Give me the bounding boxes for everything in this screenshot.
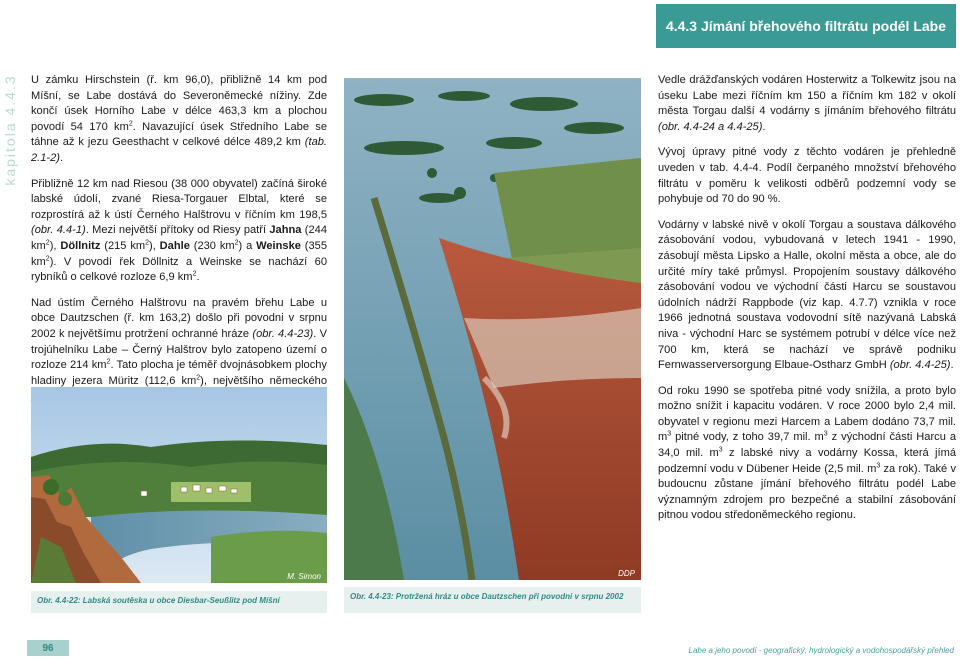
page-number: 96 [27, 640, 69, 656]
left-paragraph-2: Přibližně 12 km nad Riesou (38 000 obyvatel) začíná široké labské údolí, zvané Riesa-Torgauer Elbtal, které se rozprostírá až k ústí Černého Halštrovu v říčním km 198,5 (obr. 4.4-1). Mezi největší přítoky od Riesy patří Jahna (244 $km^2$), Döllnitz (215 $km^2$), Dahle (230 $km^2$) a Weinske (355 $km^2$). V povodí řek Döllnitz a Weinske se nachází 60 rybníků o celkové rozloze 6,9 $km^2$. [31, 177, 327, 284]
photo-dam-breach [344, 78, 641, 580]
photo-elbe-gorge [31, 387, 327, 583]
right-paragraph-3: Vodárny v labské nivě v okolí Torgau a soustava dálkového zásobování vodou, vybudovaná v letech 1941 - 1990, zásobují města Lipsko a Halle, okolní města a obce, ale do určité míry také průmysl. Propojením soustavy dálkového zásobování vodou ve východní části Harcu se soustavou údolních nádrží Rappbode (viz kap. 4.7.7) vznikla v roce 1966 jednotná soustava vodovodní sítě nazývaná Labská niva - východní Harc se systémem potrubí v délce více než 700 km, která se nachází ve správě podniku Fernwasserversorgung Elbaue-Ostharz GmbH (obr. 4.4-25). [658, 218, 956, 372]
right-paragraph-1: Vedle drážďanských vodáren Hosterwitz a Tolkewitz jsou na úseku Labe mezi říčním km 150 a říčním km 182 v okolí města Torgau další 4 vodárny s jímáním břehového filtrátu (obr. 4.4-24 a 4.4-25). [658, 74, 956, 133]
left-text-column [31, 73, 327, 415]
right-text-column [658, 73, 956, 534]
elbe-gorge-illustration [31, 387, 327, 583]
section-title: 4.4.3 Jímání břehového filtrátu podél Labe [665, 18, 946, 34]
caption-left: Obr. 4.4-22: Labská soutěska u obce Diesbar-Seußlitz pod Míšní [31, 591, 327, 613]
chapter-label-text: kapitola 4.4.3 [2, 74, 18, 186]
section-header [656, 4, 956, 48]
footer-title: Labe a jeho povodí - geografický, hydrologický a vodohospodářský přehled [688, 646, 954, 655]
left-paragraph-3: Nad ústím Černého Halštrovu na pravém břehu Labe u obce Dautzschen (ř. km 163,2) došlo při povodni v srpnu 2002 k největšímu protržení ochranné hráze (obr. 4.4-23). V trojúhelníku Labe – Černý Halštrov bylo zatopeno území o rozloze 214 $km^2$. Tato plocha je téměř dvojnásobkem plochy hladiny jezera Müritz (112,6 $km^2$), největšího německého [31, 296, 327, 387]
caption-middle: Obr. 4.4-23: Protržená hráz u obce Dautzschen při povodni v srpnu 2002 [344, 587, 641, 613]
left-paragraph-1: U zámku Hirschstein (ř. km 96,0), přibližně 14 km pod Míšní, se Labe dostává do Severoněmecké nížiny. Zde končí úsek Horního Labe v délce 463,3 km a plochou povodí 54 170 $km^2$. Navazující úsek Středního Labe se táhne až k jezu Geesthacht v celkové délce 489,2 km (tab. 2.1-2). [31, 74, 327, 164]
flood-aerial-illustration [344, 78, 641, 580]
right-paragraph-4: Od roku 1990 se spotřeba pitné vody snížila, a proto bylo možno snížit i kapacitu vodáren. V roce 2000 bylo 2,4 mil. obyvatel v regionu mezi Harcem a Labem dodáno 73,7 mil. $m^3$ pitné vody, z toho 39,7 mil. $m^3$ z východní části Harcu a 34,0 mil. $m^3$ z labské nivy a vodárny Kossa, která jímá podzemní vodu v Dübener Heide (2,5 mil. $m^3$ za rok). Také v budoucnu zůstane jímání břehového filtrátu podél Labe významným zdrojem pro bezpečné a stabilní zásobování pitnou vodou středoněmeckého regionu. [658, 384, 956, 522]
photo-credit-middle: DDP [618, 569, 635, 578]
chapter-side-label [3, 60, 17, 200]
photo-credit-left: M. Simon [287, 572, 321, 581]
right-paragraph-2: Vývoj úpravy pitné vody z těchto vodáren je přehledně uveden v tab. 4.4-4. Podíl čerpaného množství břehového filtrátu v poměru k velikosti odběrů podzemní vody se pohybuje od 70 do 90 %. [658, 146, 956, 206]
